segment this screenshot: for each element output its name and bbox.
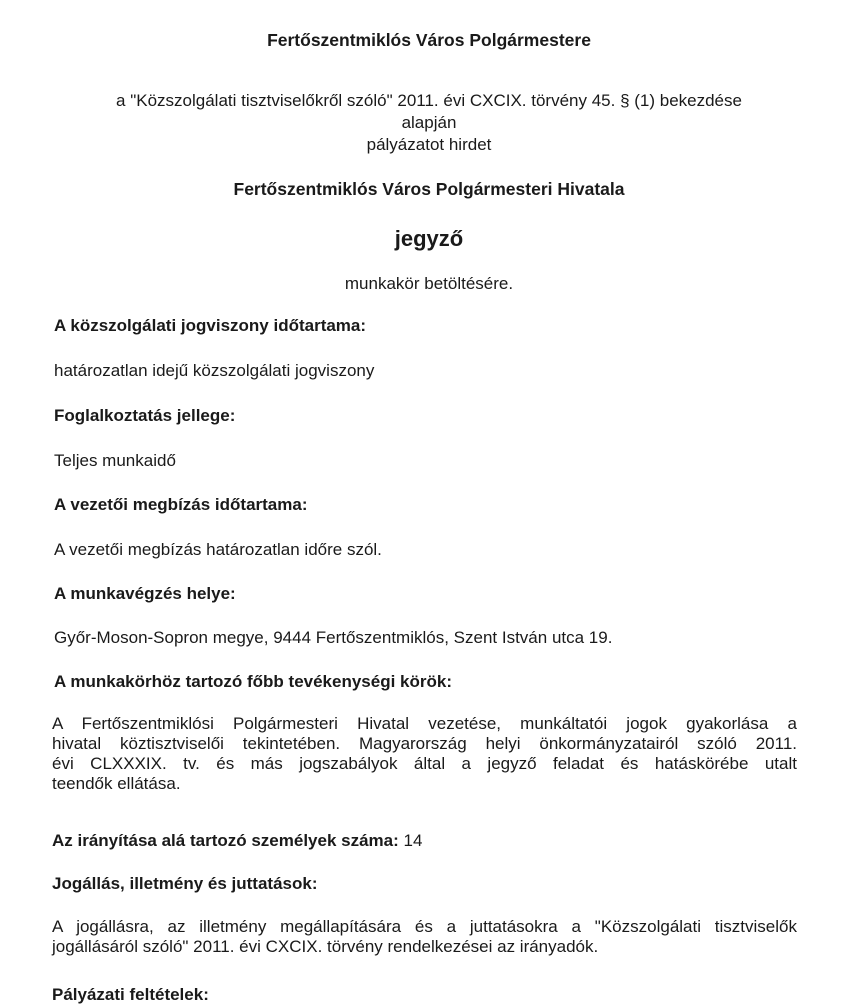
section-text-employment-type: Teljes munkaidő xyxy=(54,451,176,470)
section-heading-employment-type: Foglalkoztatás jellege: xyxy=(54,406,236,425)
section-heading-mandate-duration: A vezetői megbízás időtartama: xyxy=(54,495,308,514)
subordinates-value: 14 xyxy=(403,831,423,850)
section-text-compensation xyxy=(52,917,797,957)
section-heading-duties: A munkakörhöz tartozó főbb tevékenységi körök: xyxy=(54,672,452,691)
section-text-duties xyxy=(52,714,797,794)
section-heading-employment-duration: A közszolgálati jogviszony időtartama: xyxy=(54,316,367,335)
compensation-line-2: jogállásáról szóló" 2011. évi CXCIX. törvény rendelkezései az irányadók. xyxy=(52,937,599,956)
section-text-employment-duration: határozatlan idejű közszolgálati jogviszony xyxy=(54,361,375,380)
legal-basis-line-1: a "Közszolgálati tisztviselőkről szóló" 2011. évi CXCIX. törvény 45. § (1) bekezdése xyxy=(116,91,742,110)
section-heading-compensation: Jogállás, illetmény és juttatások: xyxy=(52,874,318,893)
section-heading-conditions: Pályázati feltételek: xyxy=(52,985,209,1004)
duties-line-2: hivatal köztisztviselői tekintetében. Magyarország helyi önkormányzatairól szóló 2011. xyxy=(52,734,797,753)
section-text-mandate-duration: A vezetői megbízás határozatlan időre szól. xyxy=(54,540,382,559)
section-text-workplace: Győr-Moson-Sopron megye, 9444 Fertőszentmiklós, Szent István utca 19. xyxy=(54,628,613,647)
subordinates-row xyxy=(52,830,422,852)
duties-line-4: teendők ellátása. xyxy=(52,774,181,793)
position-suffix: munkakör betöltésére. xyxy=(344,274,514,293)
legal-basis-line-2: alapján xyxy=(401,113,457,132)
announcement-text: pályázatot hirdet xyxy=(366,135,492,154)
duties-line-3: évi CLXXXIX. tv. és más jogszabályok által a jegyző feladat és hatáskörébe utalt xyxy=(52,754,797,773)
duties-line-1: A Fertőszentmiklósi Polgármesteri Hivatal vezetése, munkáltatói jogok gyakorlása a xyxy=(52,714,797,733)
issuer-title: Fertőszentmiklós Város Polgármestere xyxy=(267,30,591,50)
subordinates-label: Az irányítása alá tartozó személyek száma: xyxy=(52,831,399,850)
compensation-line-1: A jogállásra, az illetmény megállapítására és a juttatásokra a "Közszolgálati tisztviselők xyxy=(52,917,797,936)
position-title: jegyző xyxy=(394,226,464,251)
office-title: Fertőszentmiklós Város Polgármesteri Hivatala xyxy=(233,179,625,199)
section-heading-workplace: A munkavégzés helye: xyxy=(54,584,236,603)
